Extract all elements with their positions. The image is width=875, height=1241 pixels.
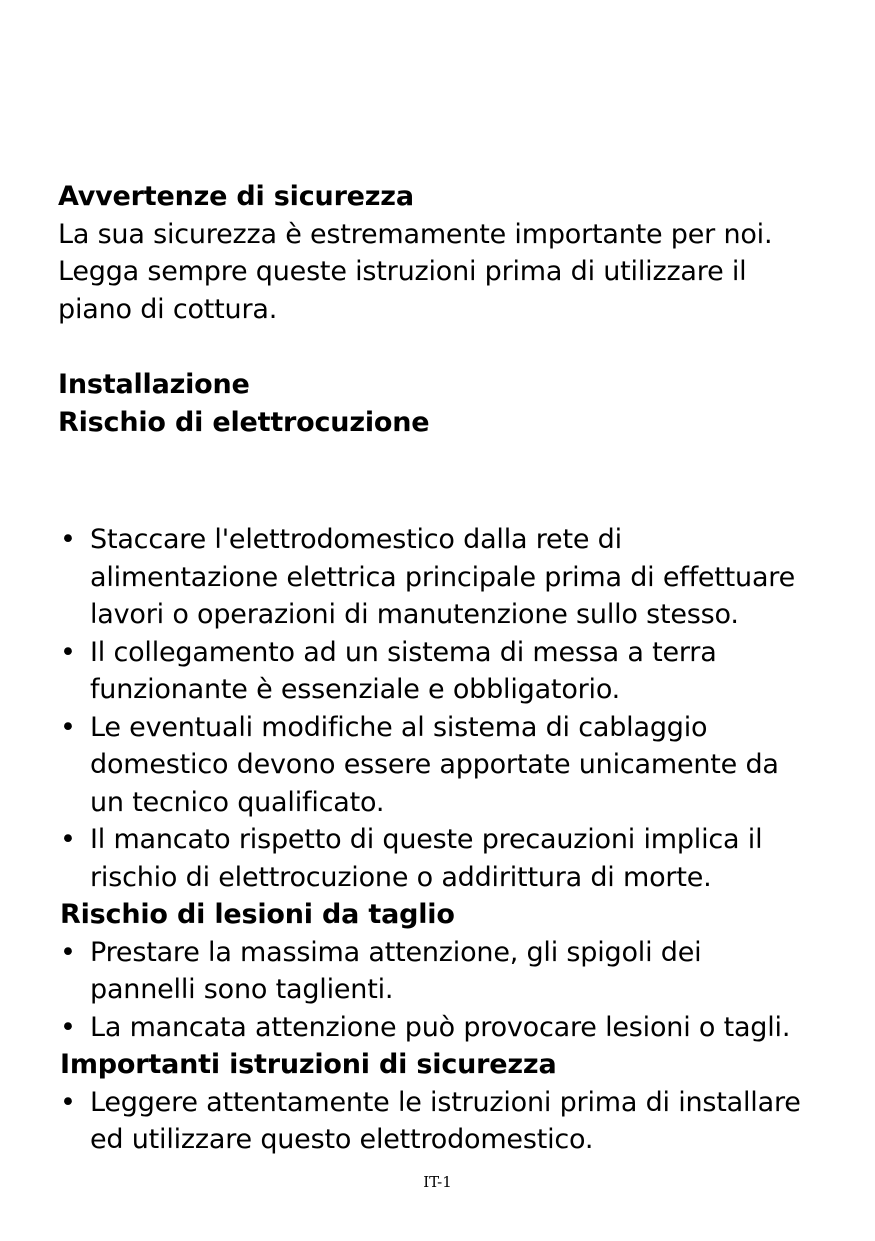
list-item bbox=[58, 821, 848, 896]
page-number: IT-1 bbox=[423, 1173, 452, 1191]
list-item-line: lavori o operazioni di manutenzione sullo stesso. bbox=[90, 599, 739, 630]
safety-list bbox=[58, 521, 848, 1159]
list-item bbox=[58, 1084, 848, 1159]
list-item bbox=[58, 934, 848, 1009]
list-item-line: alimentazione elettrica principale prima di effettuare bbox=[90, 561, 796, 593]
list-item-line: pannelli sono taglienti. bbox=[90, 974, 394, 1005]
list-item-line: Prestare la massima attenzione, gli spigoli dei bbox=[90, 936, 702, 968]
list-item-line: rischio di elettrocuzione o addirittura di morte. bbox=[90, 861, 712, 893]
list-item bbox=[58, 1009, 848, 1047]
list-item bbox=[58, 521, 848, 634]
installation-heading: Installazione bbox=[58, 369, 250, 400]
intro-line-2: Legga sempre queste istruzioni prima di utilizzare il bbox=[58, 256, 747, 287]
bullet-icon: • bbox=[60, 524, 76, 555]
list-item bbox=[58, 709, 848, 822]
bullet-icon: • bbox=[60, 636, 76, 668]
safety-warnings-heading: Avvertenze di sicurezza bbox=[58, 181, 414, 212]
list-item-line: Staccare l'elettrodomestico dalla rete di bbox=[90, 524, 622, 555]
electrocution-risk-heading: Rischio di elettrocuzione bbox=[58, 406, 430, 438]
installation-section bbox=[58, 366, 838, 441]
list-item-line: ed utilizzare questo elettrodomestico. bbox=[90, 1124, 594, 1155]
list-item-line: Le eventuali modifiche al sistema di cablaggio bbox=[90, 711, 708, 743]
list-item-line: Leggere attentamente le istruzioni prima di installare bbox=[90, 1086, 801, 1118]
list-item-line: funzionante è essenziale e obbligatorio. bbox=[90, 674, 621, 705]
cut-risk-heading: Rischio di lesioni da taglio bbox=[60, 899, 455, 930]
bullet-icon: • bbox=[60, 1086, 76, 1118]
important-instructions-heading: Importanti istruzioni di sicurezza bbox=[60, 1049, 557, 1080]
intro-line-1: La sua sicurezza è estremamente importante per noi. bbox=[58, 218, 773, 250]
bullet-icon: • bbox=[60, 711, 76, 743]
intro-line-3: piano di cottura. bbox=[58, 293, 278, 325]
bullet-icon: • bbox=[60, 1011, 76, 1043]
bullet-icon: • bbox=[60, 824, 76, 855]
list-item-line: La mancata attenzione può provocare lesioni o tagli. bbox=[90, 1011, 791, 1043]
bullet-icon: • bbox=[60, 936, 76, 968]
list-item-line: un tecnico qualificato. bbox=[90, 786, 385, 818]
list-item-line: Il collegamento ad un sistema di messa a terra bbox=[90, 636, 717, 668]
intro-section bbox=[58, 178, 838, 328]
list-item bbox=[58, 634, 848, 709]
list-item-line: Il mancato rispetto di queste precauzioni implica il bbox=[90, 824, 763, 855]
list-item-line: domestico devono essere apportate unicamente da bbox=[90, 749, 779, 780]
